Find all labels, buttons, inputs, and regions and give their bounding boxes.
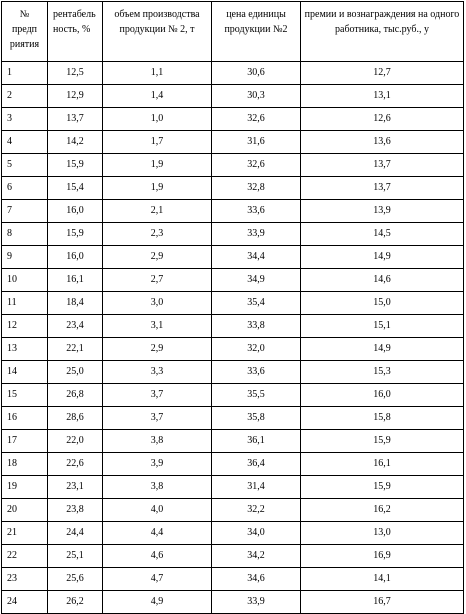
table-row <box>2 453 464 476</box>
table-row <box>2 154 464 177</box>
table-row <box>2 522 464 545</box>
cell-production-volume: 3,0 <box>103 292 212 315</box>
cell-production-volume: 3,7 <box>103 384 212 407</box>
cell-bonuses: 15,8 <box>301 407 464 430</box>
table-row <box>2 361 464 384</box>
table-row <box>2 85 464 108</box>
cell-bonuses: 15,0 <box>301 292 464 315</box>
table-row <box>2 292 464 315</box>
cell-unit-price: 32,8 <box>212 177 301 200</box>
table-row <box>2 269 464 292</box>
cell-unit-price: 33,6 <box>212 361 301 384</box>
table-row <box>2 200 464 223</box>
cell-bonuses: 16,9 <box>301 545 464 568</box>
cell-production-volume: 3,9 <box>103 453 212 476</box>
cell-bonuses: 14,9 <box>301 246 464 269</box>
table-row <box>2 177 464 200</box>
cell-bonuses: 16,2 <box>301 499 464 522</box>
cell-unit-price: 35,5 <box>212 384 301 407</box>
cell-bonuses: 12,7 <box>301 62 464 85</box>
table-body <box>2 62 464 614</box>
cell-bonuses: 15,3 <box>301 361 464 384</box>
table-row <box>2 131 464 154</box>
header-bonuses: премии и вознаграждения на одного работника, тыс.руб., y <box>301 2 464 62</box>
cell-enterprise-number: 2 <box>2 85 48 108</box>
cell-bonuses: 13,7 <box>301 177 464 200</box>
header-production-volume: объем производства продукции № 2, т <box>103 2 212 62</box>
cell-production-volume: 2,1 <box>103 200 212 223</box>
cell-enterprise-number: 12 <box>2 315 48 338</box>
cell-bonuses: 15,9 <box>301 476 464 499</box>
cell-unit-price: 32,6 <box>212 108 301 131</box>
cell-production-volume: 4,4 <box>103 522 212 545</box>
cell-enterprise-number: 18 <box>2 453 48 476</box>
cell-unit-price: 32,2 <box>212 499 301 522</box>
cell-enterprise-number: 4 <box>2 131 48 154</box>
cell-profitability: 16,1 <box>48 269 103 292</box>
cell-enterprise-number: 5 <box>2 154 48 177</box>
cell-bonuses: 16,7 <box>301 591 464 614</box>
cell-bonuses: 14,5 <box>301 223 464 246</box>
cell-profitability: 25,1 <box>48 545 103 568</box>
table-row <box>2 591 464 614</box>
cell-production-volume: 1,1 <box>103 62 212 85</box>
cell-profitability: 23,4 <box>48 315 103 338</box>
cell-enterprise-number: 15 <box>2 384 48 407</box>
cell-unit-price: 34,4 <box>212 246 301 269</box>
table-row <box>2 430 464 453</box>
table-row <box>2 315 464 338</box>
table-row <box>2 223 464 246</box>
cell-unit-price: 33,8 <box>212 315 301 338</box>
cell-profitability: 25,0 <box>48 361 103 384</box>
cell-enterprise-number: 3 <box>2 108 48 131</box>
cell-enterprise-number: 11 <box>2 292 48 315</box>
cell-profitability: 15,9 <box>48 223 103 246</box>
table-row <box>2 246 464 269</box>
cell-unit-price: 30,6 <box>212 62 301 85</box>
cell-unit-price: 33,6 <box>212 200 301 223</box>
table-row <box>2 476 464 499</box>
data-table-container <box>1 1 464 614</box>
cell-bonuses: 14,9 <box>301 338 464 361</box>
cell-unit-price: 34,2 <box>212 545 301 568</box>
cell-profitability: 28,6 <box>48 407 103 430</box>
cell-unit-price: 35,4 <box>212 292 301 315</box>
cell-production-volume: 2,3 <box>103 223 212 246</box>
cell-bonuses: 15,1 <box>301 315 464 338</box>
table-row <box>2 545 464 568</box>
cell-bonuses: 13,9 <box>301 200 464 223</box>
cell-unit-price: 31,6 <box>212 131 301 154</box>
header-profitability: рентабель ность, % <box>48 2 103 62</box>
cell-bonuses: 14,6 <box>301 269 464 292</box>
cell-production-volume: 2,9 <box>103 246 212 269</box>
cell-profitability: 23,8 <box>48 499 103 522</box>
cell-production-volume: 1,9 <box>103 154 212 177</box>
cell-profitability: 12,5 <box>48 62 103 85</box>
cell-enterprise-number: 21 <box>2 522 48 545</box>
cell-enterprise-number: 22 <box>2 545 48 568</box>
cell-unit-price: 34,9 <box>212 269 301 292</box>
cell-unit-price: 31,4 <box>212 476 301 499</box>
header-unit-price: цена единицы продукции №2 <box>212 2 301 62</box>
cell-profitability: 16,0 <box>48 246 103 269</box>
cell-enterprise-number: 24 <box>2 591 48 614</box>
cell-unit-price: 33,9 <box>212 591 301 614</box>
cell-enterprise-number: 23 <box>2 568 48 591</box>
cell-production-volume: 3,8 <box>103 476 212 499</box>
table-row <box>2 384 464 407</box>
cell-profitability: 12,9 <box>48 85 103 108</box>
table-row <box>2 338 464 361</box>
table-row <box>2 499 464 522</box>
cell-enterprise-number: 8 <box>2 223 48 246</box>
cell-bonuses: 16,1 <box>301 453 464 476</box>
cell-production-volume: 1,4 <box>103 85 212 108</box>
cell-enterprise-number: 16 <box>2 407 48 430</box>
cell-profitability: 14,2 <box>48 131 103 154</box>
cell-bonuses: 15,9 <box>301 430 464 453</box>
cell-unit-price: 34,0 <box>212 522 301 545</box>
cell-production-volume: 3,1 <box>103 315 212 338</box>
cell-production-volume: 1,9 <box>103 177 212 200</box>
data-table <box>1 1 464 614</box>
cell-production-volume: 3,7 <box>103 407 212 430</box>
cell-bonuses: 13,7 <box>301 154 464 177</box>
cell-unit-price: 30,3 <box>212 85 301 108</box>
cell-enterprise-number: 13 <box>2 338 48 361</box>
table-row <box>2 407 464 430</box>
cell-production-volume: 3,3 <box>103 361 212 384</box>
cell-profitability: 16,0 <box>48 200 103 223</box>
cell-production-volume: 1,0 <box>103 108 212 131</box>
cell-bonuses: 14,1 <box>301 568 464 591</box>
cell-unit-price: 33,9 <box>212 223 301 246</box>
cell-enterprise-number: 10 <box>2 269 48 292</box>
cell-profitability: 23,1 <box>48 476 103 499</box>
cell-bonuses: 13,1 <box>301 85 464 108</box>
cell-production-volume: 2,7 <box>103 269 212 292</box>
cell-enterprise-number: 6 <box>2 177 48 200</box>
cell-profitability: 13,7 <box>48 108 103 131</box>
cell-profitability: 15,4 <box>48 177 103 200</box>
cell-profitability: 26,2 <box>48 591 103 614</box>
cell-bonuses: 13,0 <box>301 522 464 545</box>
cell-unit-price: 34,6 <box>212 568 301 591</box>
cell-production-volume: 2,9 <box>103 338 212 361</box>
cell-bonuses: 12,6 <box>301 108 464 131</box>
table-row <box>2 62 464 85</box>
cell-unit-price: 32,0 <box>212 338 301 361</box>
cell-production-volume: 4,0 <box>103 499 212 522</box>
cell-profitability: 15,9 <box>48 154 103 177</box>
cell-unit-price: 36,4 <box>212 453 301 476</box>
table-row <box>2 108 464 131</box>
cell-production-volume: 4,7 <box>103 568 212 591</box>
header-enterprise-number: № предп риятия <box>2 2 48 62</box>
table-row <box>2 568 464 591</box>
cell-bonuses: 13,6 <box>301 131 464 154</box>
cell-enterprise-number: 20 <box>2 499 48 522</box>
cell-profitability: 18,4 <box>48 292 103 315</box>
cell-enterprise-number: 7 <box>2 200 48 223</box>
cell-unit-price: 36,1 <box>212 430 301 453</box>
cell-profitability: 25,6 <box>48 568 103 591</box>
cell-enterprise-number: 17 <box>2 430 48 453</box>
cell-profitability: 22,6 <box>48 453 103 476</box>
cell-production-volume: 3,8 <box>103 430 212 453</box>
cell-production-volume: 4,6 <box>103 545 212 568</box>
cell-unit-price: 32,6 <box>212 154 301 177</box>
header-row <box>2 2 464 62</box>
cell-profitability: 26,8 <box>48 384 103 407</box>
cell-production-volume: 1,7 <box>103 131 212 154</box>
cell-bonuses: 16,0 <box>301 384 464 407</box>
cell-enterprise-number: 1 <box>2 62 48 85</box>
cell-profitability: 22,1 <box>48 338 103 361</box>
cell-unit-price: 35,8 <box>212 407 301 430</box>
cell-enterprise-number: 14 <box>2 361 48 384</box>
cell-profitability: 22,0 <box>48 430 103 453</box>
cell-enterprise-number: 9 <box>2 246 48 269</box>
cell-production-volume: 4,9 <box>103 591 212 614</box>
cell-profitability: 24,4 <box>48 522 103 545</box>
cell-enterprise-number: 19 <box>2 476 48 499</box>
